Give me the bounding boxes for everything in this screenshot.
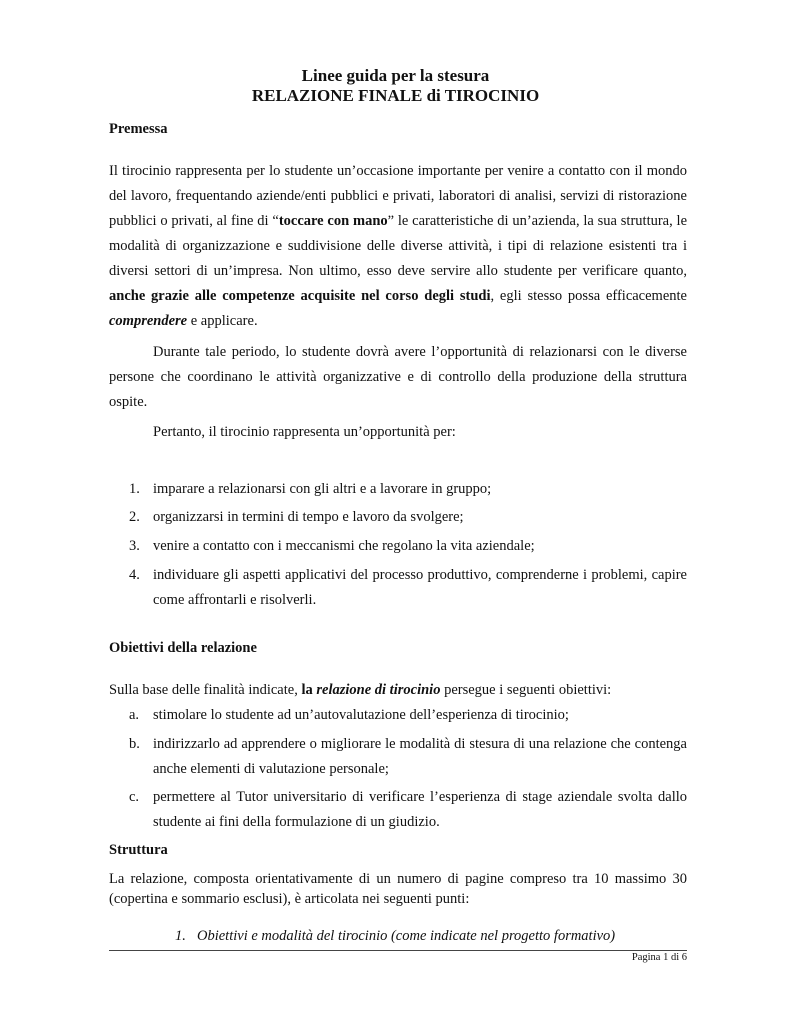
struttura-paragraph: La relazione, composta orientativamente di un numero di pagine compreso tra 10 massimo 30 (copertina e sommario esclusi), è articolata nei seguenti punti: (109, 871, 687, 907)
heading-obiettivi: Obiettivi della relazione (109, 640, 257, 656)
list-item-number: 2. (129, 509, 140, 525)
p1-text-a: Il tirocinio rappresenta per lo studente un’occasione importante per venire a contatto con il mondo del lavoro, frequentando aziende/enti pubblici e privati, laboratori di analisi, servizi di ristorazione pubblici o privati, al fine di “ (109, 163, 687, 229)
p1-text-d: e applicare. (187, 313, 258, 329)
list-item-number: 4. (129, 567, 140, 583)
list-item-letter: c. (129, 789, 140, 805)
document-title-line2: RELAZIONE FINALE di TIROCINIO (251, 86, 540, 105)
obiettivi-intro-b: persegue i seguenti obiettivi: (440, 682, 612, 698)
list-item (129, 785, 687, 835)
list-item-text: imparare a relazionarsi con gli altri e a lavorare in gruppo; (153, 481, 492, 497)
heading-struttura: Struttura (109, 842, 168, 858)
list-item-text: permettere al Tutor universitario di verificare l’esperienza di stage aziendale svolta dallo studente ai fini della formulazione di un giudizio. (153, 789, 687, 830)
premessa-paragraph-3: Pertanto, il tirocinio rappresenta un’opportunità per: (153, 424, 456, 440)
obiettivi-intro (109, 678, 687, 703)
list-item-text: Obiettivi e modalità del tirocinio (come indicate nel progetto formativo) (197, 928, 616, 944)
list-item-number: 1. (129, 481, 140, 497)
p1-text-c: , egli stesso possa efficacemente (490, 288, 687, 304)
footer-divider (109, 950, 687, 951)
obiettivi-intro-bolditalic: relazione di tirocinio (316, 682, 441, 698)
page-number: Pagina 1 di 6 (631, 952, 687, 963)
p1-bold-toccare: toccare con mano (278, 213, 388, 229)
premessa-paragraph-2: Durante tale periodo, lo studente dovrà avere l’opportunità di relazionarsi con le diverse persone che coordinano le attività organizzative e di controllo della produzione della struttura ospite. (109, 344, 687, 410)
list-item-number: 3. (129, 538, 140, 554)
premessa-paragraph-1 (109, 159, 687, 334)
obiettivi-intro-a: Sulla base delle finalità indicate, (109, 682, 302, 698)
list-item-letter: a. (129, 707, 140, 723)
document-title-line1: Linee guida per la stesura (301, 66, 490, 85)
list-item (129, 563, 687, 613)
list-item (129, 534, 687, 559)
list-item-text: venire a contatto con i meccanismi che regolano la vita aziendale; (153, 538, 535, 554)
obiettivi-intro-bold: la (301, 682, 317, 698)
list-item (129, 477, 687, 502)
list-item-text: organizzarsi in termini di tempo e lavoro da svolgere; (153, 509, 464, 525)
p1-bolditalic-comprendere: comprendere (109, 313, 188, 329)
struttura-list-item (175, 928, 615, 945)
list-item (129, 505, 687, 530)
p1-text-b: ” le caratteristiche di un’azienda, la sua struttura, le modalità di organizzazione e suddivisione delle diverse attività, i tipi di relazione esistenti tra i diversi settori di un’impresa. Non ultimo, esso deve servire allo studente per verificare quanto, (109, 213, 688, 279)
list-item-text: individuare gli aspetti applicativi del processo produttivo, comprenderne i problemi, capire come affrontarli e risolverli. (153, 567, 687, 608)
list-item (129, 732, 687, 782)
list-item (129, 703, 687, 728)
list-item-number: 1. (175, 928, 186, 944)
list-item-text: stimolare lo studente ad un’autovalutazione dell’esperienza di tirocinio; (153, 707, 569, 723)
p1-bold-competenze: anche grazie alle competenze acquisite nel corso degli studi (109, 288, 491, 304)
list-item-letter: b. (129, 736, 140, 752)
list-item-text: indirizzarlo ad apprendere o migliorare le modalità di stesura di una relazione che contenga anche elementi di valutazione personale; (153, 736, 687, 777)
heading-premessa: Premessa (109, 121, 168, 137)
